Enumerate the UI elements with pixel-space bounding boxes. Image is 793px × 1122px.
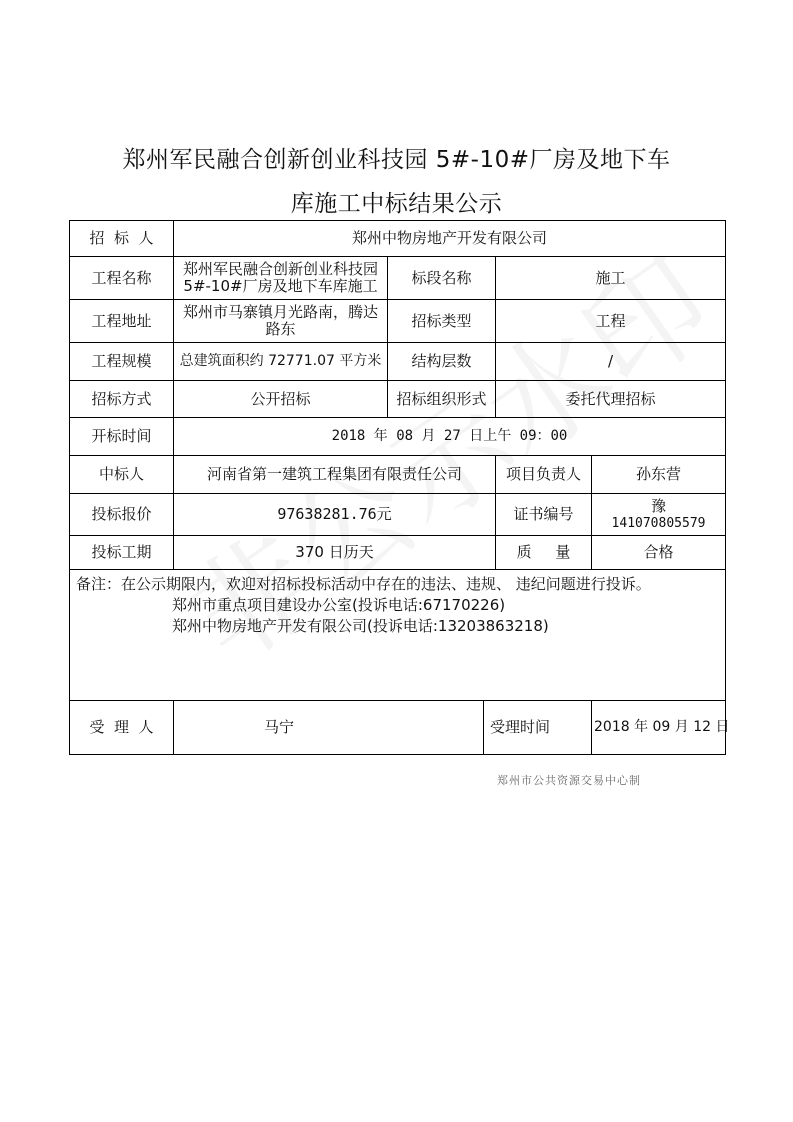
- org-value: 委托代理招标: [496, 381, 726, 418]
- project-name-label: 工程名称: [70, 257, 174, 300]
- receiver-label: 受 理 人: [70, 701, 174, 755]
- notes-line2: 郑州市重点项目建设办公室(投诉电话:67170226): [172, 596, 506, 614]
- winner-value: 河南省第一建筑工程集团有限责任公司: [174, 456, 496, 494]
- row-tenderer: [70, 221, 726, 257]
- method-value: 公开招标: [174, 381, 388, 418]
- floors-value: /: [496, 343, 726, 381]
- duration-label: 投标工期: [70, 536, 174, 570]
- project-name-line2: 5#-10#厂房及地下车库施工: [183, 277, 378, 295]
- bid-price-label: 投标报价: [70, 494, 174, 536]
- floors-label: 结构层数: [388, 343, 496, 381]
- project-name-value: [174, 257, 388, 300]
- scale-value: 总建筑面积约 72771.07 平方米: [174, 343, 388, 381]
- row-winner: [70, 456, 726, 494]
- result-table: [69, 220, 730, 755]
- open-time-value: 2018 年 08 月 27 日上午 09：00: [174, 418, 726, 456]
- address-value: [174, 300, 388, 343]
- notes-cell: [70, 570, 726, 701]
- receive-time-value: 2018 年 09 月 12 日: [592, 701, 726, 755]
- notes-line3: 郑州中物房地产开发有限公司(投诉电话:13203863218): [172, 617, 549, 635]
- project-name-line1: 郑州军民融合创新创业科技园: [182, 260, 378, 278]
- notes-line1: 备注：在公示期限内，欢迎对招标投标活动中存在的违法、违规、 违纪问题进行投诉。: [76, 575, 651, 593]
- cert-line2: 141070805579: [611, 515, 706, 531]
- section-value: 施工: [496, 257, 726, 300]
- row-open-time: [70, 418, 726, 456]
- bid-price-value: 97638281.76元: [174, 494, 496, 536]
- org-label: 招标组织形式: [388, 381, 496, 418]
- address-label: 工程地址: [70, 300, 174, 343]
- row-notes: [70, 570, 726, 701]
- row-bid-price: [70, 494, 726, 536]
- winner-label: 中标人: [70, 456, 174, 494]
- document-title-line2: 库施工中标结果公示: [290, 191, 503, 217]
- duration-value: 370 日历天: [174, 536, 496, 570]
- tender-type-label: 招标类型: [388, 300, 496, 343]
- issuer-footer: 郑州市公共资源交易中心制: [497, 774, 641, 787]
- method-label: 招标方式: [70, 381, 174, 418]
- manager-label: 项目负责人: [496, 456, 592, 494]
- tender-type-value: 工程: [496, 300, 726, 343]
- quality-value: 合格: [592, 536, 726, 570]
- row-project-name: [70, 257, 726, 300]
- cert-line1: 豫: [651, 496, 667, 515]
- row-receiver: [70, 701, 726, 755]
- row-duration: [70, 536, 726, 570]
- row-address: [70, 300, 726, 343]
- address-line2: 路东: [265, 320, 296, 338]
- cert-value: [592, 494, 726, 536]
- address-line1: 郑州市马寨镇月光路南，腾达: [182, 303, 378, 321]
- quality-label: 质 量: [496, 536, 592, 570]
- tenderer-value: 郑州中物房地产开发有限公司: [174, 221, 726, 257]
- receive-time-label: 受理时间: [484, 701, 592, 755]
- scale-label: 工程规模: [70, 343, 174, 381]
- manager-value: 孙东营: [592, 456, 726, 494]
- row-scale: [70, 343, 726, 381]
- receiver-value: 马宁: [174, 701, 484, 755]
- cert-label: 证书编号: [496, 494, 592, 536]
- tenderer-label: 招 标 人: [70, 221, 174, 257]
- open-time-label: 开标时间: [70, 418, 174, 456]
- section-label: 标段名称: [388, 257, 496, 300]
- row-method: [70, 381, 726, 418]
- document-title-line1: 郑州军民融合创新创业科技园 5#-10#厂房及地下车: [122, 147, 671, 173]
